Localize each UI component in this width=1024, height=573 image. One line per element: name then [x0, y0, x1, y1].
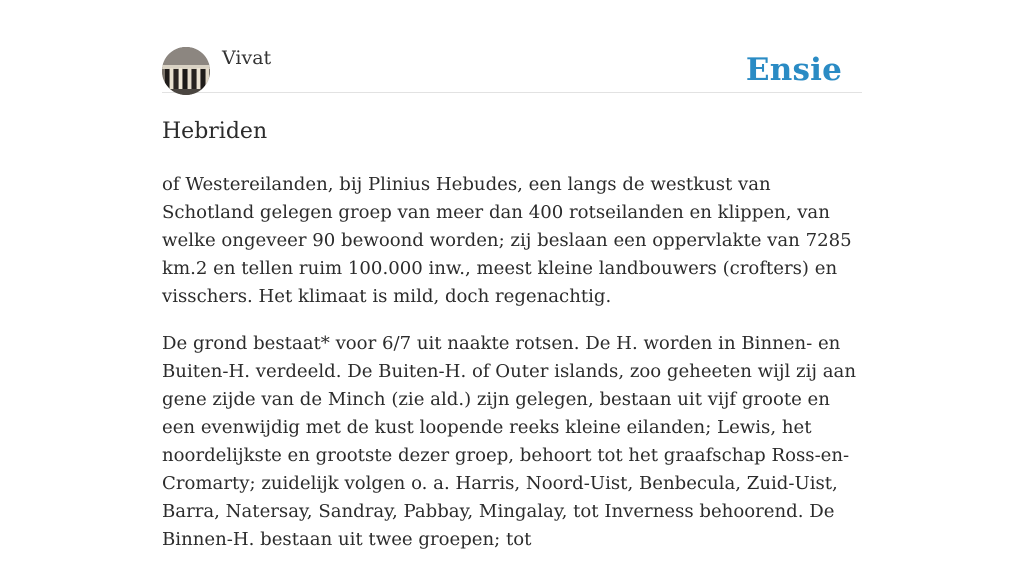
header [162, 0, 862, 93]
article-paragraph: of Westereilanden, bij Plinius Hebudes, een langs de westkust van Schotland gelegen groep van meer dan 400 rotseilanden en klippen, van welke ongeveer 90 bewoond worden; zij beslaan een oppervlakte van 7285 km.2 en tellen ruim 100.000 inw., meest kleine landbouwers (crofters) en visschers. Het klimaat is mild, doch regenachtig. [162, 174, 852, 307]
page-title: Hebriden [162, 119, 268, 144]
book-spines-icon[interactable] [162, 47, 210, 95]
brand-logo[interactable]: Ensie [745, 52, 842, 88]
source-name[interactable]: Vivat [222, 47, 272, 69]
article-paragraph: De grond bestaat* voor 6/7 uit naakte rotsen. De H. worden in Binnen- en Buiten-H. verdeeld. De Buiten-H. of Outer islands, zoo geheeten wijl zij aan gene zijde van de Minch (zie ald.) zijn gelegen, bestaan uit vijf groote en een evenwijdig met de kust loopende reeks kleine eilanden; Lewis, het noordelijkste en grootste dezer groep, behoort tot het graafschap Ross-en-Cromarty; zuidelijk volgen o. a. Harris, Noord-Uist, Benbecula, Zuid-Uist, Barra, Natersay, Sandray, Pabbay, Mingalay, tot Inverness behoorend. De Binnen-H. bestaan uit twee groepen; tot [162, 333, 856, 550]
article-page [162, 0, 862, 573]
article-body [162, 171, 862, 554]
